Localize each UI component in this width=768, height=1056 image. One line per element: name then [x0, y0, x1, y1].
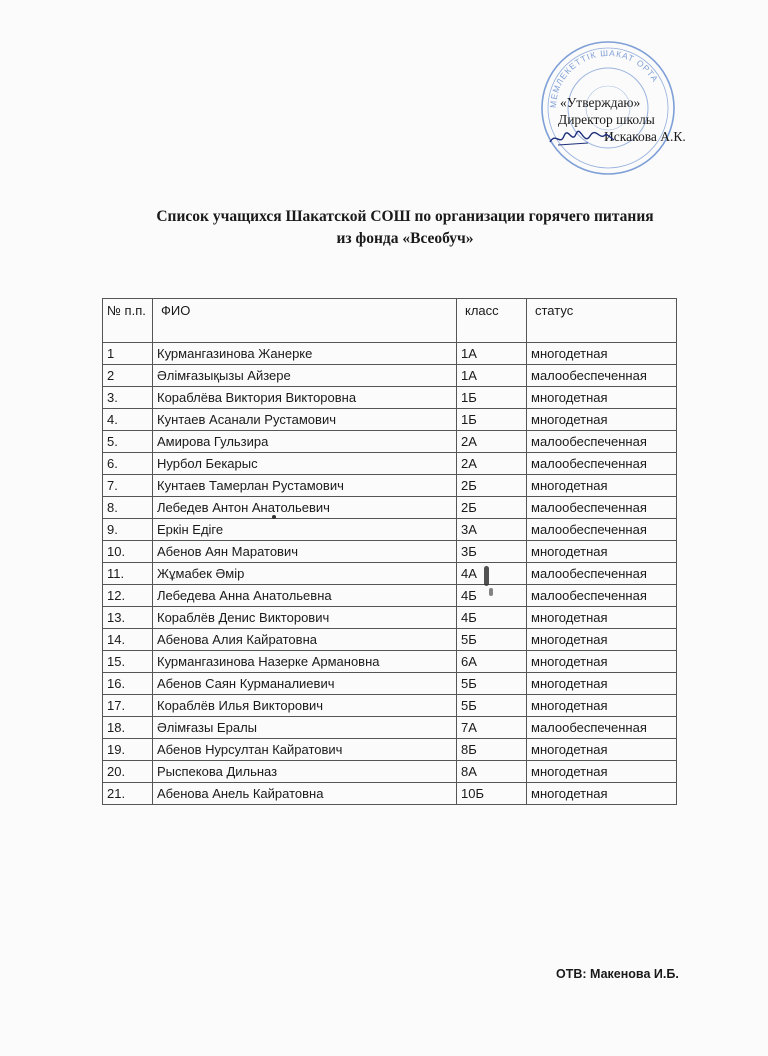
- row-status: малообеспеченная: [527, 431, 677, 453]
- row-number: 10.: [103, 541, 153, 563]
- row-fio: Кораблёва Виктория Викторовна: [153, 387, 457, 409]
- row-number: 6.: [103, 453, 153, 475]
- row-number: 7.: [103, 475, 153, 497]
- table-row: [103, 519, 677, 541]
- row-fio: Кораблёв Денис Викторович: [153, 607, 457, 629]
- students-table: [102, 298, 677, 805]
- row-class: 4А: [457, 563, 527, 585]
- row-status: малообеспеченная: [527, 717, 677, 739]
- table-row: [103, 431, 677, 453]
- row-fio: Кунтаев Тамерлан Рустамович: [153, 475, 457, 497]
- row-status: малообеспеченная: [527, 519, 677, 541]
- scan-speck: [484, 566, 489, 586]
- table-row: [103, 453, 677, 475]
- table-row: [103, 695, 677, 717]
- row-class: 2Б: [457, 475, 527, 497]
- row-fio: Еркін Едіге: [153, 519, 457, 541]
- approval-heading: «Утверждаю»: [560, 95, 641, 110]
- table-row: [103, 783, 677, 805]
- row-status: многодетная: [527, 673, 677, 695]
- row-fio: Лебедев Антон Анатольевич: [153, 497, 457, 519]
- row-fio: Лебедева Анна Анатольевна: [153, 585, 457, 607]
- row-class: 5Б: [457, 629, 527, 651]
- row-class: 6А: [457, 651, 527, 673]
- row-number: 16.: [103, 673, 153, 695]
- row-class: 1А: [457, 365, 527, 387]
- row-fio: Абенов Нурсултан Кайратович: [153, 739, 457, 761]
- title-line-1: Список учащихся Шакатской СОШ по организации горячего питания: [156, 208, 654, 225]
- table-row: [103, 717, 677, 739]
- row-number: 15.: [103, 651, 153, 673]
- row-fio: Нурбол Бекарыс: [153, 453, 457, 475]
- scan-speck: [272, 515, 276, 519]
- approval-signatory: Искакова А.К.: [604, 129, 686, 144]
- row-fio: Курмангазинова Жанерке: [153, 343, 457, 365]
- row-number: 1: [103, 343, 153, 365]
- row-class: 3Б: [457, 541, 527, 563]
- row-number: 12.: [103, 585, 153, 607]
- table-row: [103, 475, 677, 497]
- row-class: 4Б: [457, 585, 527, 607]
- table-row: [103, 585, 677, 607]
- table-row: [103, 343, 677, 365]
- row-number: 19.: [103, 739, 153, 761]
- row-status: многодетная: [527, 541, 677, 563]
- row-number: 20.: [103, 761, 153, 783]
- row-number: 18.: [103, 717, 153, 739]
- row-status: малообеспеченная: [527, 563, 677, 585]
- row-status: многодетная: [527, 695, 677, 717]
- header-fio: ФИО: [153, 299, 457, 343]
- row-fio: Абенова Алия Кайратовна: [153, 629, 457, 651]
- row-status: многодетная: [527, 343, 677, 365]
- row-class: 7А: [457, 717, 527, 739]
- responsible-person: ОТВ: Макенова И.Б.: [556, 967, 679, 981]
- row-number: 2: [103, 365, 153, 387]
- scan-speck: [489, 588, 493, 596]
- row-fio: Абенов Аян Маратович: [153, 541, 457, 563]
- document-title: [60, 206, 750, 250]
- table-row: [103, 673, 677, 695]
- row-class: 8А: [457, 761, 527, 783]
- row-class: 8Б: [457, 739, 527, 761]
- row-number: 21.: [103, 783, 153, 805]
- row-fio: Абенова Анель Кайратовна: [153, 783, 457, 805]
- table-row: [103, 365, 677, 387]
- row-status: многодетная: [527, 629, 677, 651]
- table-row: [103, 651, 677, 673]
- row-number: 13.: [103, 607, 153, 629]
- row-class: 2А: [457, 453, 527, 475]
- row-fio: Кораблёв Илья Викторович: [153, 695, 457, 717]
- header-class: класс: [457, 299, 527, 343]
- seal-text: МЕМЛЕКЕТТІК ШАКАТ ОРТА: [547, 47, 661, 109]
- table-row: [103, 629, 677, 651]
- table-row: [103, 761, 677, 783]
- row-class: 3А: [457, 519, 527, 541]
- row-status: многодетная: [527, 475, 677, 497]
- table-row: [103, 387, 677, 409]
- row-fio: Рыспекова Дильназ: [153, 761, 457, 783]
- row-class: 10Б: [457, 783, 527, 805]
- row-status: многодетная: [527, 607, 677, 629]
- row-status: малообеспеченная: [527, 365, 677, 387]
- row-number: 9.: [103, 519, 153, 541]
- row-class: 5Б: [457, 673, 527, 695]
- table-row: [103, 541, 677, 563]
- row-status: малообеспеченная: [527, 453, 677, 475]
- approval-position: Директор школы: [558, 112, 655, 127]
- table-row: [103, 497, 677, 519]
- row-status: многодетная: [527, 739, 677, 761]
- table-row: [103, 739, 677, 761]
- row-status: многодетная: [527, 387, 677, 409]
- row-status: многодетная: [527, 761, 677, 783]
- title-line-2: из фонда «Всеобуч»: [336, 230, 474, 247]
- header-num: № п.п.: [103, 299, 153, 343]
- row-class: 1Б: [457, 409, 527, 431]
- row-number: 14.: [103, 629, 153, 651]
- table-row: [103, 409, 677, 431]
- table-row: [103, 607, 677, 629]
- row-number: 4.: [103, 409, 153, 431]
- row-class: 2Б: [457, 497, 527, 519]
- row-status: многодетная: [527, 651, 677, 673]
- row-status: малообеспеченная: [527, 585, 677, 607]
- row-class: 5Б: [457, 695, 527, 717]
- row-number: 11.: [103, 563, 153, 585]
- row-fio: Абенов Саян Курманалиевич: [153, 673, 457, 695]
- table-header-row: [103, 299, 677, 343]
- director-signature: [548, 126, 618, 150]
- row-number: 17.: [103, 695, 153, 717]
- row-number: 8.: [103, 497, 153, 519]
- row-number: 3.: [103, 387, 153, 409]
- header-status: статус: [527, 299, 677, 343]
- row-class: 1А: [457, 343, 527, 365]
- row-fio: Амирова Гульзира: [153, 431, 457, 453]
- row-status: малообеспеченная: [527, 497, 677, 519]
- row-class: 4Б: [457, 607, 527, 629]
- row-fio: Әлімғазы Ералы: [153, 717, 457, 739]
- row-status: многодетная: [527, 409, 677, 431]
- row-status: многодетная: [527, 783, 677, 805]
- row-fio: Курмангазинова Назерке Армановна: [153, 651, 457, 673]
- row-number: 5.: [103, 431, 153, 453]
- row-class: 1Б: [457, 387, 527, 409]
- table-row: [103, 563, 677, 585]
- row-fio: Әлімғазықызы Айзере: [153, 365, 457, 387]
- row-fio: Кунтаев Асанали Рустамович: [153, 409, 457, 431]
- row-fio: Жұмабек Әмір: [153, 563, 457, 585]
- row-class: 2А: [457, 431, 527, 453]
